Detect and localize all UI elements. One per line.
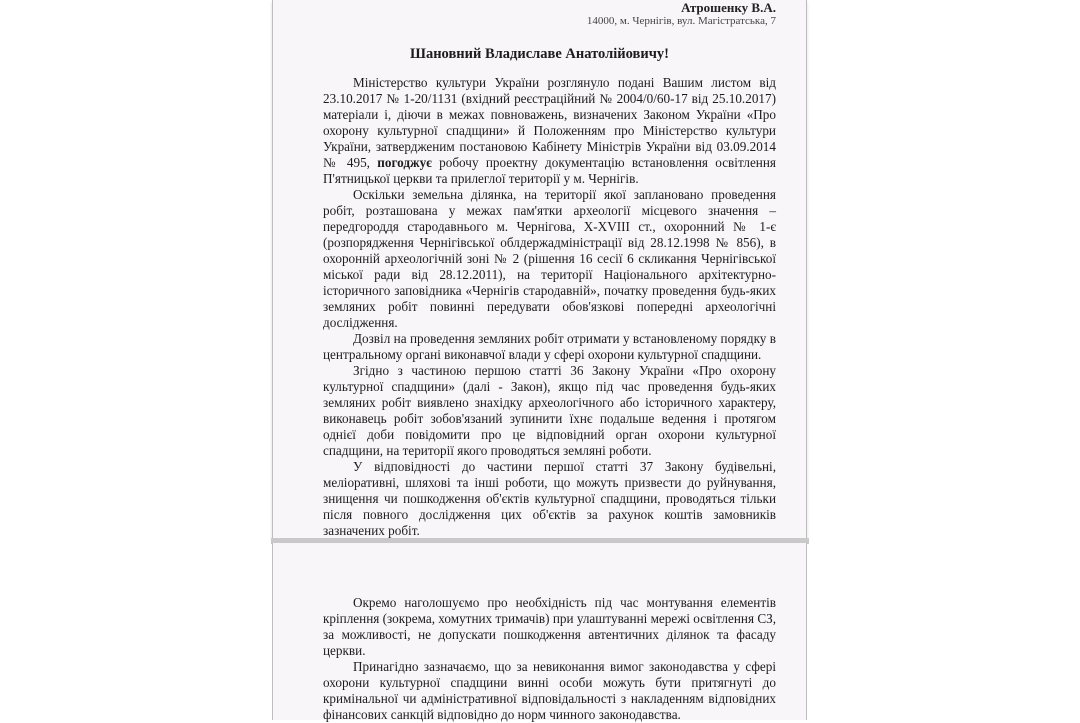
paragraph-3: Дозвіл на проведення земляних робіт отримати у встановленому порядку в центральному органі виконавчої влади у сфері охорони культурної спадщини. <box>323 331 776 362</box>
salutation: Шановний Владиславе Анатолійовичу! <box>410 46 669 62</box>
paragraph-6: Окремо наголошуємо про необхідність під час монтування елементів кріплення (зокрема, хомутних тримачів) при улаштуванні мережі освітлення СЗ, за можливості, не допускати пошкодження автентичних ділянок та фасаду церкви. <box>323 595 777 658</box>
recipient-name: Атрошенку В.А. <box>681 0 776 15</box>
recipient-block <box>587 0 776 27</box>
paragraph-2: Оскільки земельна ділянка, на території якої заплановано проведення робіт, розташована у межах пам'ятки археології місцевого значення – передгороддя стародавнього м. Чернігова, X-XVIII ст., охоронний № 1-є (розпорядження Чернігівської облдержадміністрації від 28.12.1998 № 856), в охоронній археологічній зоні № 2 (рішення 16 сесії 6 скликання Чернігівської міської ради від 28.12.2011), на території Національного архітектурно-історичного заповідника «Чернігів стародавній», початку проведення будь-яких земляних робіт повинні передувати обов'язкові попередні археологічні дослідження. <box>323 187 776 330</box>
paragraph-7: Принагідно зазначаємо, що за невиконання вимог законодавства у сфері охорони культурної спадщини винні особи можуть бути притягнуті до кримінальної чи адміністративної відповідальності з накладенням відповідних фінансових санкцій відповідно до норм чинного законодавства. <box>323 659 776 722</box>
page2-body <box>323 595 776 723</box>
paragraph-1: Міністерство культури України розглянуло подані Вашим листом від 23.10.2017 № 1-20/1131 (вхідний реєстраційний № 2004/0/60-17 від 25.10.2017) матеріали і, діючи в межах повноважень, визначених Законом України «Про охорону культурної спадщини» й Положенням про Міністерство культури України, затвердженим постановою Кабінету Міністрів України від 03.09.2014 № 495, погоджує робочу проектну документацію встановлення освітлення П'ятницької церкви та прилеглої території у м. Чернігів. <box>323 75 776 186</box>
recipient-address: 14000, м. Чернігів, вул. Магістратська, 7 <box>586 15 776 27</box>
document-page-2 <box>272 543 807 720</box>
paragraph-4: Згідно з частиною першою статті 36 Закону України «Про охорону культурної спадщини» (далі - Закон), якщо під час проведення будь-яких земляних робіт виявлено знахідку археологічного або історичного характеру, виконавець робіт зобов'язаний зупинити їхнє подальше ведення і протягом однієї доби повідомити про це відповідний орган охорони культурної спадщини, на території якого проводяться земляні роботи. <box>323 363 776 458</box>
paragraph-5: У відповідності до частини першої статті 37 Закону будівельні, меліоративні, шляхові та інші роботи, що можуть призвести до руйнування, знищення чи пошкодження об'єктів культурної спадщини, проводяться тільки після повного дослідження цих об'єктів за рахунок коштів замовників зазначених робіт. <box>323 459 776 538</box>
page1-body <box>323 75 776 539</box>
document-page-1 <box>272 0 807 540</box>
agreement-verb: погоджує <box>377 155 432 170</box>
